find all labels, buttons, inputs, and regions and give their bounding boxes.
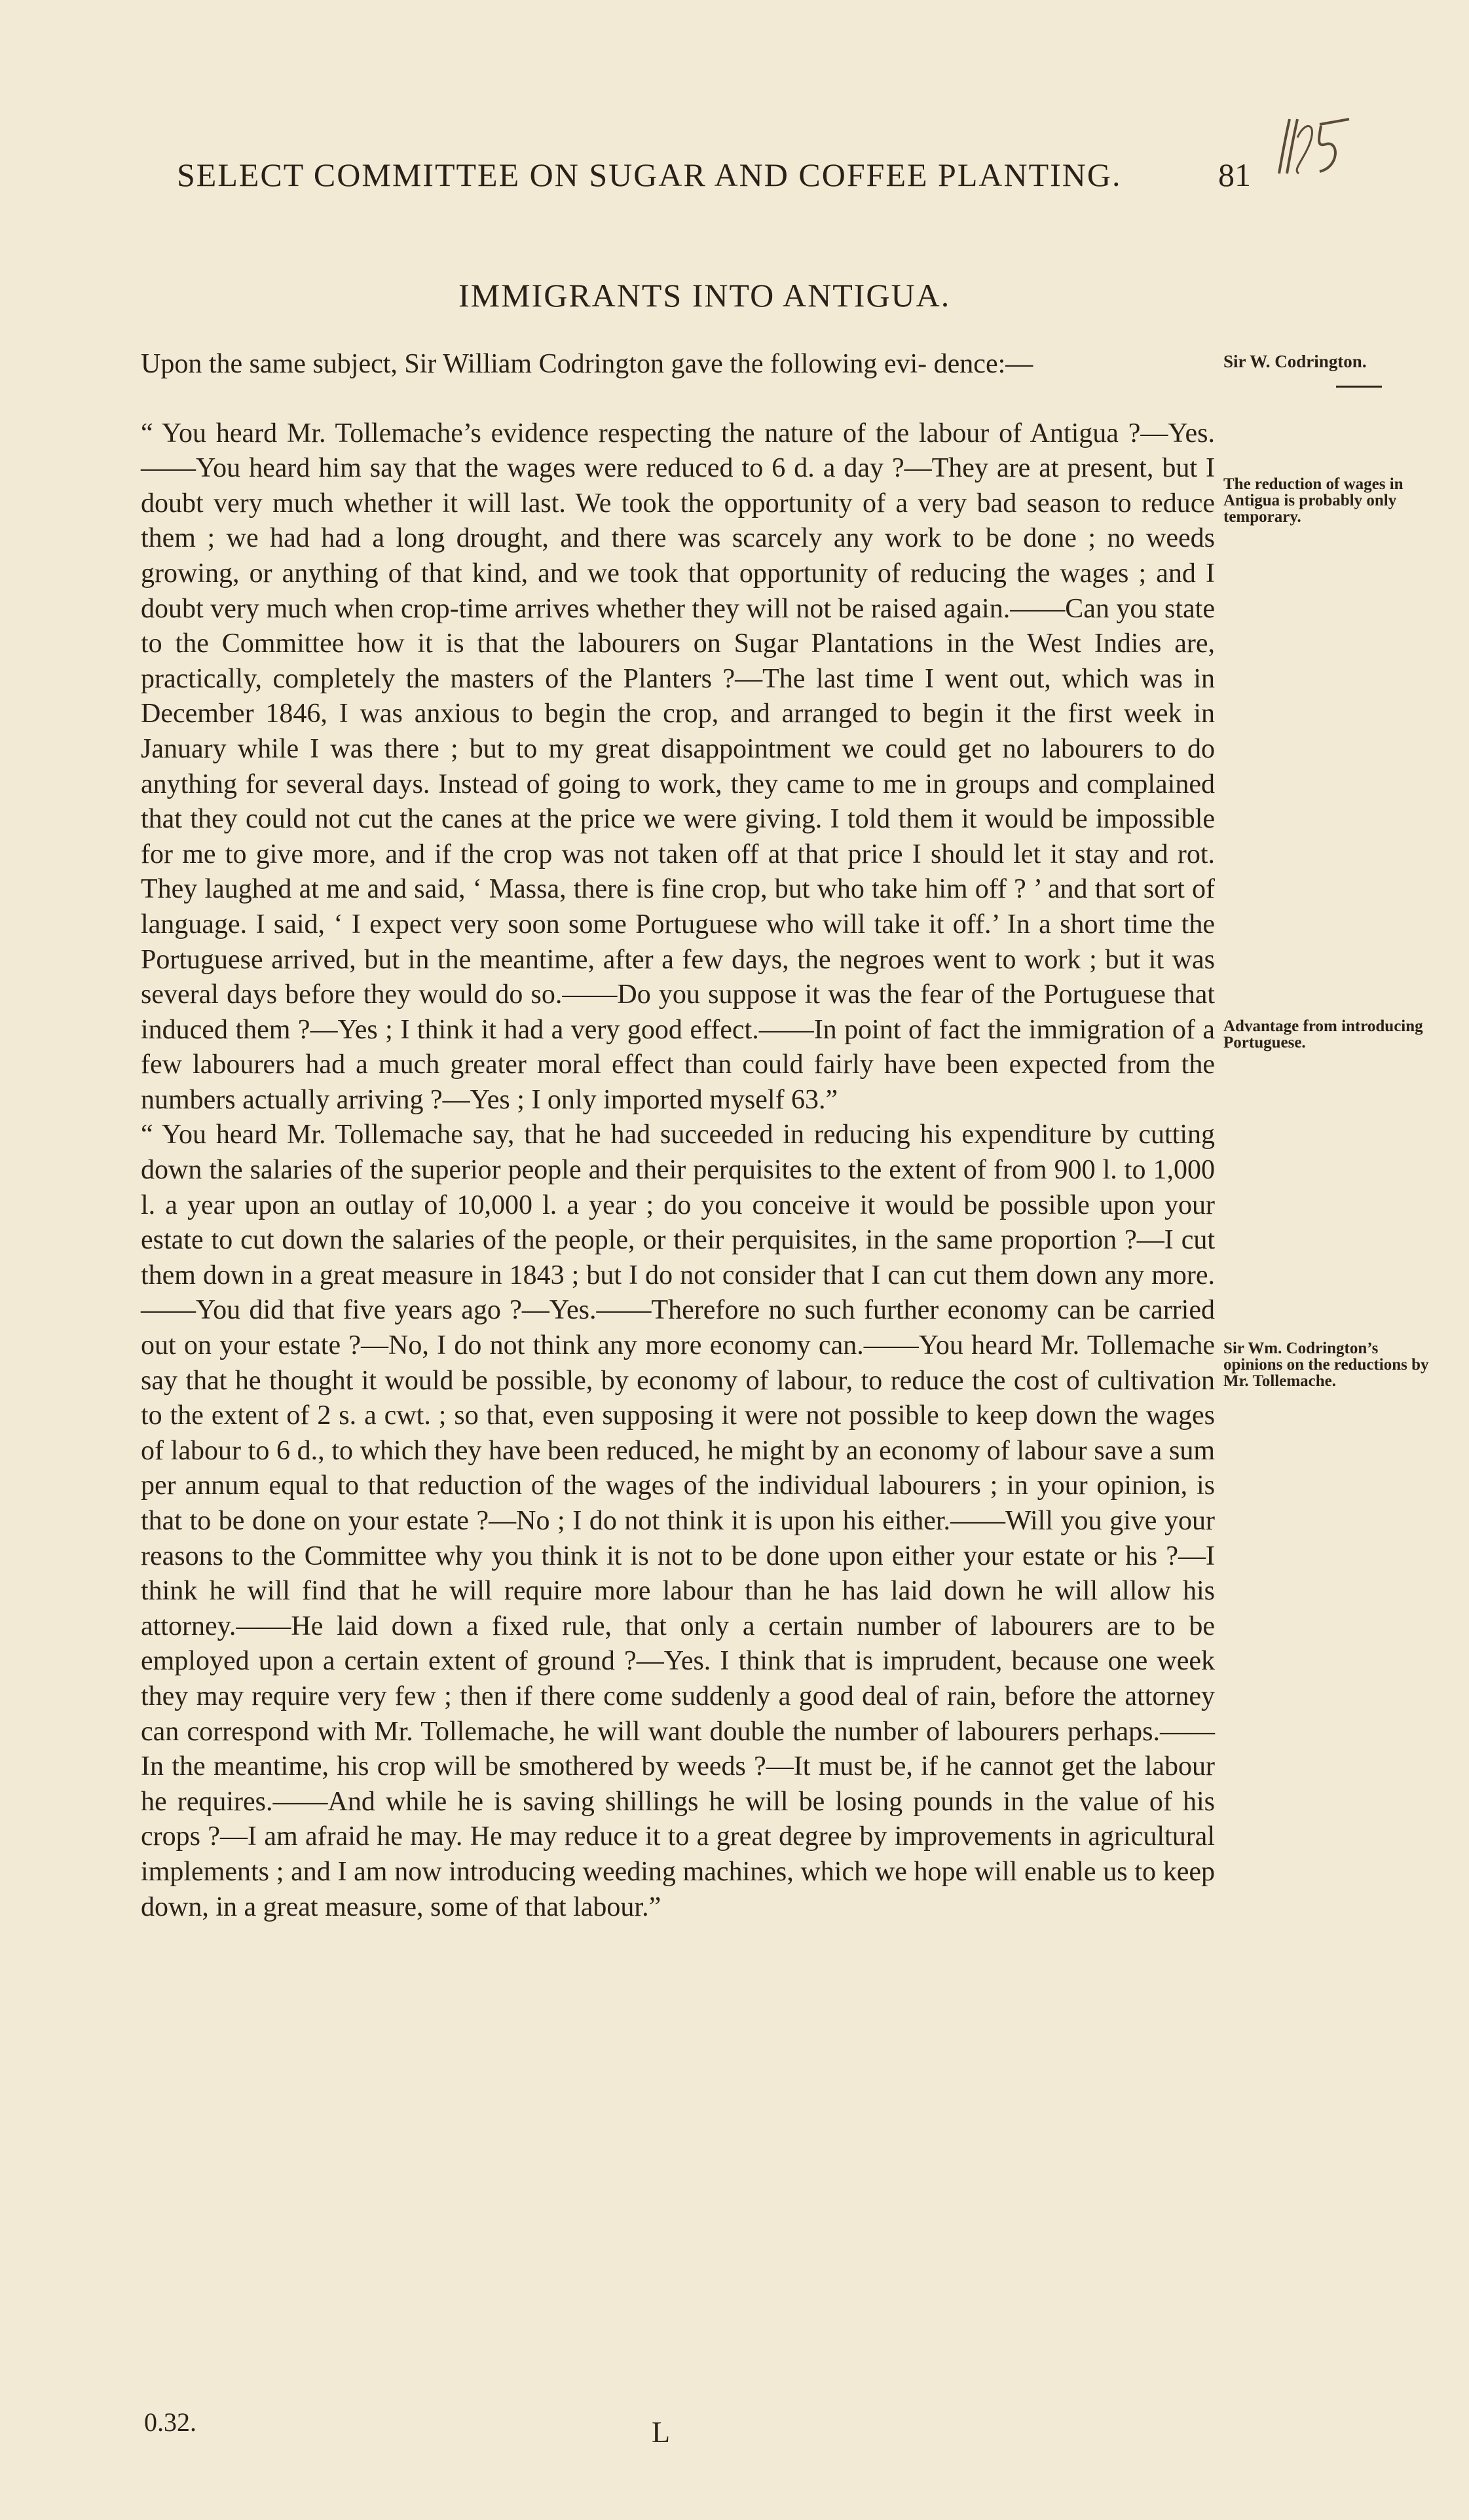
- testimony-paragraph-2: “ You heard Mr. Tollemache say, that he had succeeded in reducing his expenditure by cutting down the salaries of the superior people and their perquisites to the extent of from 900 l. to 1,000 l. a year upon an outlay of 10,000 l. a year ; do you conceive it would be possible upon your estate to cut down the salaries of the people, or their perquisites, in the same proportion ?—I cut them down in a great measure in 1843 ; but I do not consider that I can cut them down any more.——You did that five years ago ?—Yes.——Therefore no such further economy can be carried out on your estate ?—No, I do not think any more economy can.——You heard Mr. Tollemache say that he thought it would be possible, by economy of labour, to reduce the cost of cultivation to the extent of 2 s. a cwt. ; so that, even supposing it were not possible to keep down the wages of labour to 6 d., to which they have been reduced, he might by an economy of labour save a sum per annum equal to that reduction of the wages of the individual labourers ; in your opinion, is that to be done on your estate ?—No ; I do not think it is upon his either.——Will you give your reasons to the Committee why you think it is not to be done upon either your estate or his ?—I think he will find that he will require more labour than he has laid down he will allow his attorney.——He laid down a fixed rule, that only a certain number of labourers are to be employed upon a certain extent of ground ?—Yes. I think that is imprudent, because one week they may require very few ; then if there come suddenly a good deal of rain, before the attorney can correspond with Mr. Tollemache, he will want double the number of labourers perhaps.——In the meantime, his crop will be smothered by weeds ?—It must be, if he cannot get the labour he requires.——And while he is saving shillings he will be losing pounds in the value of his crops ?—I am afraid he may. He may reduce it to a great degree by improvements in agricultural implements ; and I am now introducing weeding machines, which we hope will enable us to keep down, in a great measure, some of that labour.”: [141, 1120, 1215, 1922]
- side-note-portuguese: Advantage from introducing Portuguese.: [1223, 1017, 1423, 1051]
- footer-signature-mark: L: [652, 2415, 671, 2449]
- running-head-title: SELECT COMMITTEE ON SUGAR AND COFFEE PLANTING.: [177, 156, 1122, 193]
- handwritten-folio-mark: [1267, 111, 1359, 183]
- side-note-opinions: Sir Wm. Codrington’s opinions on the reductions by Mr. Tollemache.: [1223, 1340, 1429, 1390]
- section-title: IMMIGRANTS INTO ANTIGUA.: [458, 277, 951, 314]
- intro-paragraph: Upon the same subject, Sir William Codrington gave the following evi- dence:—: [141, 349, 1033, 379]
- running-head: [177, 156, 1251, 194]
- handwritten-folio-drawing: [1267, 111, 1359, 183]
- testimony-paragraph-1: “ You heard Mr. Tollemache’s evidence respecting the nature of the labour of Antigua ?—Yes.——You heard him say that the wages were reduced to 6 d. a day ?—They are at present, but I doubt very much whether it will last. We took the opportunity of a very bad season to reduce them ; we had had a long drought, and there was scarcely any work to be done ; no weeds growing, or anything of that kind, and we took that opportunity of reducing the wages ; and I doubt very much when crop-time arrives whether they will not be raised again.——Can you state to the Committee how it is that the labourers on Sugar Plantations in the West Indies are, practically, completely the masters of the Planters ?—The last time I went out, which was in December 1846, I was anxious to begin the crop, and arranged to begin it the first week in January while I was there ; but to my great disappointment we could get no labourers to do anything for several days. Instead of going to work, they came to me in groups and complained that they could not cut the canes at the price we were giving. I told them it would be impossible for me to give more, and if the crop was not taken off at that price I should let it stay and rot. They laughed at me and said, ‘ Massa, there is fine crop, but who take him off ? ’ and that sort of language. I said, ‘ I expect very soon some Portuguese who will take it off.’ In a short time the Portuguese arrived, but in the meantime, after a few days, the negroes went to work ; but it was several days before they would do so.——Do you suppose it was the fear of the Portuguese that induced them ?—Yes ; I think it had a very good effect.——In point of fact the immigration of a few labourers had a much greater moral effect than could fairly have been expected from the numbers actually arriving ?—Yes ; I only imported myself 63.”: [141, 418, 1215, 1115]
- page-number: 81: [1218, 156, 1251, 193]
- side-note-speaker: [1223, 354, 1440, 388]
- side-note-speaker-text: Sir W. Codrington.: [1223, 352, 1367, 371]
- side-note-wages: The reduction of wages in Antigua is probably only temporary.: [1223, 475, 1404, 526]
- side-note-rule: [1336, 386, 1382, 388]
- footer-document-code: 0.32.: [144, 2407, 196, 2437]
- main-text: [141, 347, 1215, 1925]
